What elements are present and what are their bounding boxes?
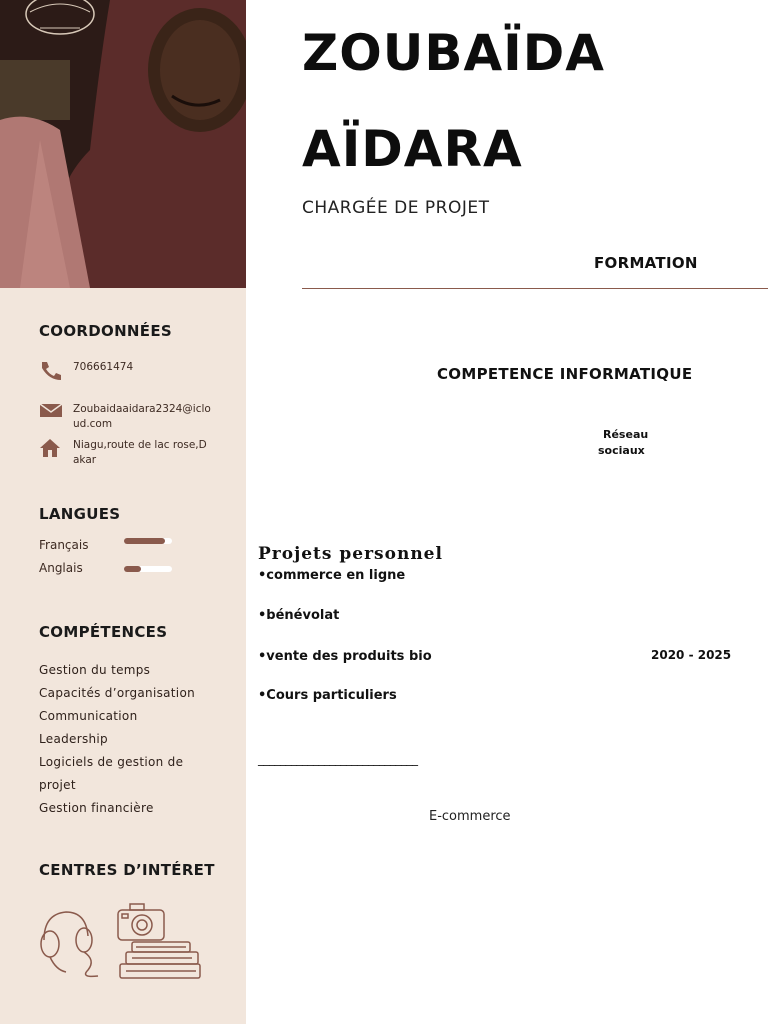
skill-item: Leadership — [39, 732, 108, 746]
project-item: •bénévolat — [258, 608, 340, 623]
language-level-bar — [124, 538, 172, 544]
language-name: Anglais — [39, 561, 83, 575]
language-level-bar — [124, 566, 172, 572]
last-name: AÏDARA — [302, 120, 523, 178]
first-name: ZOUBAÏDA — [302, 24, 605, 82]
profile-photo — [0, 0, 246, 288]
sidebar — [0, 0, 246, 1024]
language-level-fill — [124, 566, 141, 572]
skill-item: Gestion financière — [39, 801, 154, 815]
projects-title: Projets personnel — [258, 544, 443, 564]
language-item — [39, 561, 83, 575]
address-text: Niagu,route de lac rose,Dakar — [73, 439, 207, 466]
divider — [302, 288, 768, 289]
mail-icon — [39, 402, 63, 422]
address-row — [39, 438, 213, 468]
job-title: CHARGÉE DE PROJET — [302, 198, 490, 218]
language-level-fill — [124, 538, 165, 544]
separator-line: _____________________________ — [258, 752, 418, 766]
project-item: •commerce en ligne — [258, 568, 406, 583]
phone-text: 706661474 — [73, 361, 134, 373]
skill-item: Communication — [39, 709, 138, 723]
formation-title: FORMATION — [594, 254, 698, 272]
home-icon — [39, 438, 63, 458]
computer-skill-line: Réseau — [603, 428, 649, 441]
project-item: •vente des produits bio — [258, 649, 432, 664]
skill-item: Capacités d’organisation — [39, 686, 195, 700]
phone-row — [39, 360, 213, 380]
skill-item: Gestion du temps — [39, 663, 151, 677]
skills-title: COMPÉTENCES — [39, 623, 168, 641]
language-item — [39, 538, 88, 552]
camera-icon — [118, 904, 164, 940]
skills-list — [39, 659, 209, 820]
languages-title: LANGUES — [39, 505, 121, 523]
skill-item: Logiciels de gestion de projet — [39, 755, 184, 792]
ecommerce-label: E-commerce — [429, 809, 511, 824]
hobbies-title: CENTRES D’INTÉRET — [39, 861, 215, 879]
computer-skills-title: COMPETENCE INFORMATIQUE — [437, 365, 693, 383]
phone-icon — [39, 360, 63, 380]
years-range: 2020 - 2025 — [651, 648, 732, 662]
contact-title: COORDONNÉES — [39, 322, 172, 340]
email-text[interactable]: Zoubaidaaidara2324@icloud.com — [73, 403, 211, 430]
headphones-icon — [41, 912, 98, 976]
hobbies-illustration — [36, 900, 206, 989]
computer-skill-line: sociaux — [598, 444, 645, 457]
language-name: Français — [39, 538, 89, 552]
email-row — [39, 402, 213, 432]
project-item: •Cours particuliers — [258, 688, 397, 703]
books-icon — [120, 942, 200, 978]
